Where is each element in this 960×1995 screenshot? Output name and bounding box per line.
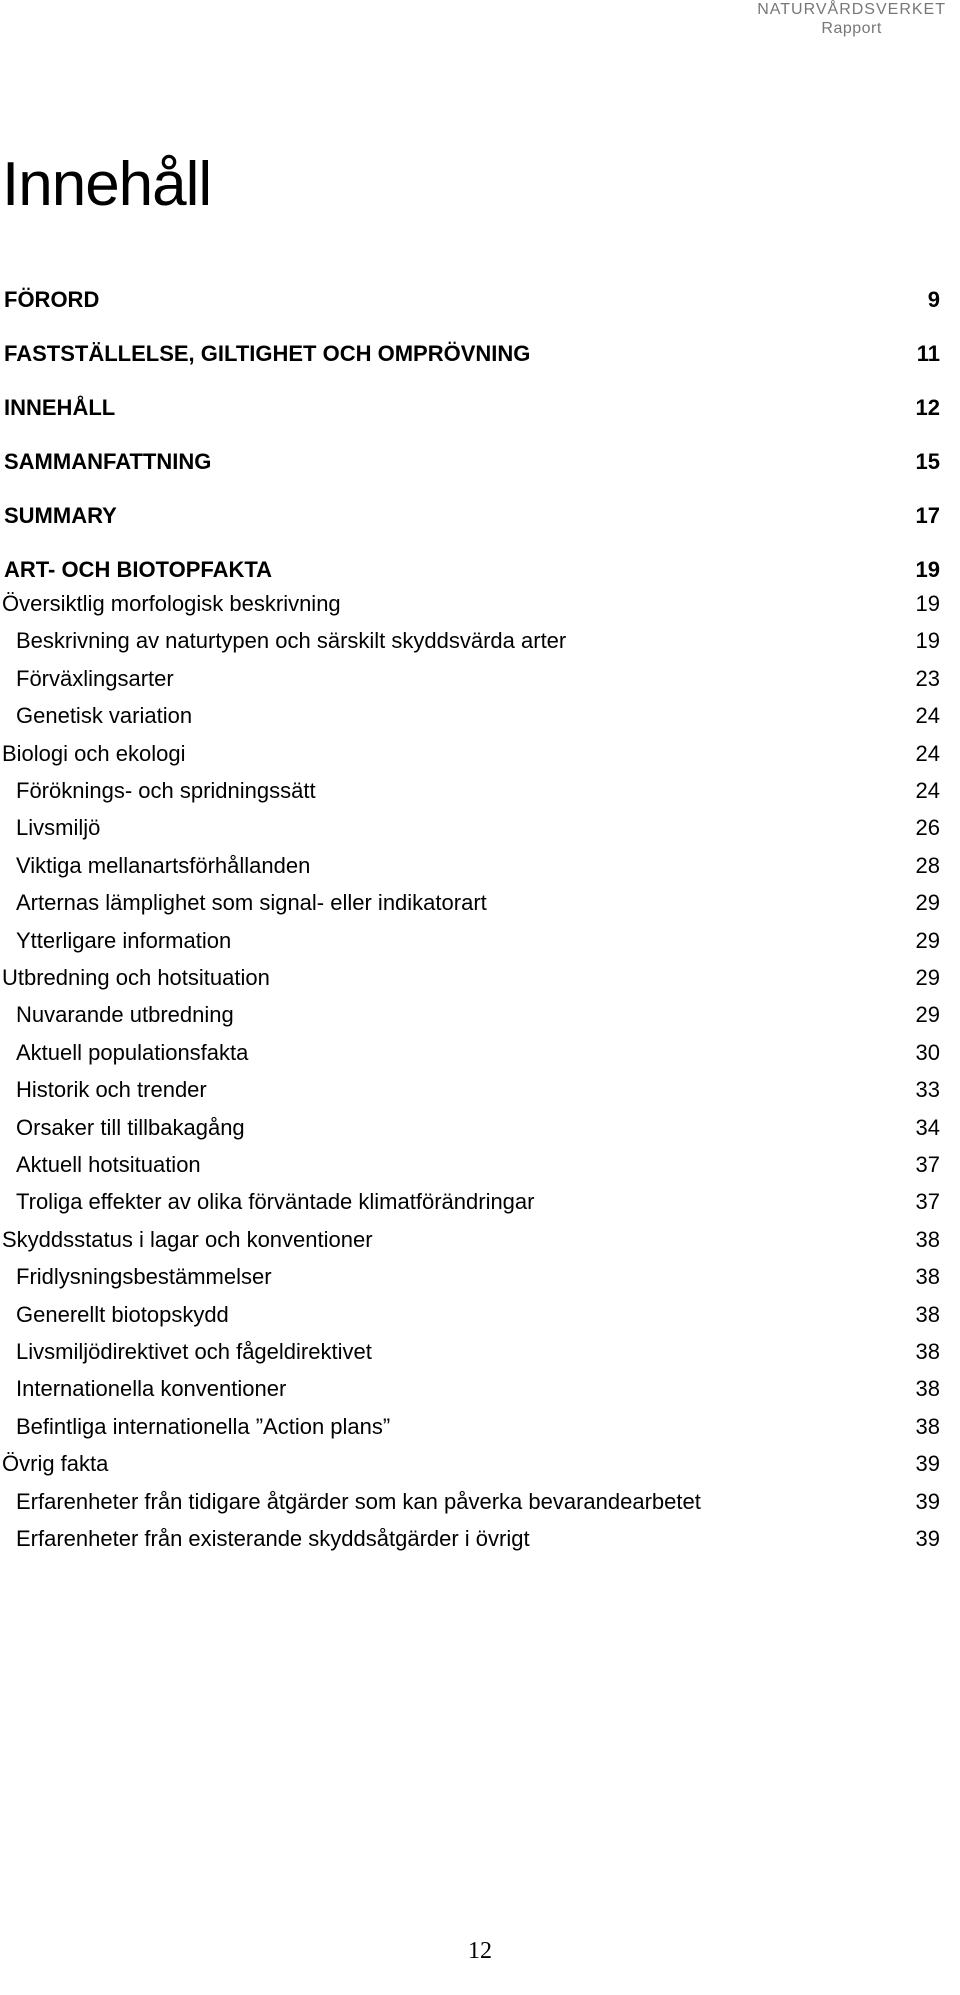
toc-entry[interactable] [0, 1485, 940, 1519]
toc-entry[interactable] [0, 998, 940, 1032]
running-header [757, 0, 946, 38]
header-org: NATURVÅRDSVERKET [757, 1, 946, 18]
toc-entry-page: 23 [915, 665, 940, 691]
toc-entry[interactable] [0, 811, 940, 845]
toc-entry-label: SAMMANFATTNING [4, 449, 212, 474]
toc-entry[interactable] [0, 445, 940, 479]
toc-entry[interactable] [0, 1223, 940, 1257]
toc-entry-label: Troliga effekter av olika förväntade klimatförändringar [16, 1189, 535, 1215]
toc-entry-label: Aktuell populationsfakta [16, 1039, 249, 1065]
toc-entry-page: 38 [915, 1376, 940, 1402]
toc-entry-label: Föröknings- och spridningssätt [16, 778, 316, 803]
toc-entry-page: 37 [915, 1152, 940, 1177]
toc-entry-label: Övrig fakta [2, 1451, 109, 1477]
toc-entry-label: SUMMARY [4, 503, 117, 528]
toc-entry-label: ART- OCH BIOTOPFAKTA [4, 557, 273, 582]
header-doc-type: Rapport [821, 20, 882, 37]
toc-entry-page: 33 [915, 1077, 940, 1103]
toc-entry-page: 29 [915, 965, 940, 990]
toc-entry-page: 12 [915, 395, 940, 420]
toc-entry-label: Aktuell hotsituation [16, 1152, 201, 1177]
toc-entry[interactable] [0, 699, 940, 733]
toc-entry-label: Befintliga internationella ”Action plans” [16, 1413, 391, 1439]
toc-entry-page: 19 [915, 557, 940, 582]
toc-entry-label: Genetisk variation [16, 703, 193, 729]
toc-entry-page: 29 [915, 890, 940, 916]
toc-entry[interactable] [0, 886, 940, 920]
toc-entry[interactable] [0, 1522, 940, 1556]
page-title: Innehåll [2, 150, 212, 219]
toc-entry-label: Orsaker till tillbakagång [16, 1114, 245, 1140]
toc-entry-page: 17 [915, 503, 940, 528]
toc-entry[interactable] [0, 961, 940, 995]
toc-entry-page: 37 [915, 1189, 940, 1215]
toc-entry-label: Livsmiljö [16, 815, 101, 841]
toc-entry[interactable] [0, 1185, 940, 1219]
toc-entry-page: 28 [915, 852, 940, 878]
toc-entry[interactable] [0, 1298, 940, 1332]
toc-entry-page: 39 [915, 1526, 940, 1551]
toc-entry[interactable] [0, 1410, 940, 1444]
toc-entry[interactable] [0, 1036, 940, 1070]
toc-entry-label: Nuvarande utbredning [16, 1002, 234, 1028]
toc-entry-page: 38 [915, 1264, 940, 1290]
toc-entry-label: INNEHÅLL [4, 395, 116, 420]
toc-entry-label: Beskrivning av naturtypen och särskilt skyddsvärda arter [16, 628, 567, 654]
toc-entry-page: 9 [927, 287, 940, 312]
toc-entry-page: 19 [915, 628, 940, 654]
toc-entry-page: 39 [915, 1451, 940, 1477]
toc-entry-page: 24 [915, 778, 940, 803]
toc-entry-label: Arternas lämplighet som signal- eller indikatorart [16, 890, 487, 916]
toc-entry-page: 39 [915, 1488, 940, 1514]
toc-entry[interactable] [0, 924, 940, 958]
toc-entry[interactable] [0, 499, 940, 533]
toc-entry-page: 29 [915, 1002, 940, 1028]
toc-entry-page: 11 [916, 341, 940, 366]
toc-entry-label: Erfarenheter från existerande skyddsåtgärder i övrigt [16, 1526, 530, 1551]
toc-entry[interactable] [0, 849, 940, 883]
toc-entry-label: Skyddsstatus i lagar och konventioner [2, 1226, 373, 1252]
toc-entry[interactable] [0, 1372, 940, 1406]
toc-entry-label: Viktiga mellanartsförhållanden [16, 852, 311, 878]
toc-entry[interactable] [0, 1260, 940, 1294]
toc-entry-label: FÖRORD [4, 287, 100, 312]
toc-entry-label: Utbredning och hotsituation [2, 965, 270, 990]
toc-entry-label: Livsmiljödirektivet och fågeldirektivet [16, 1339, 372, 1364]
toc-entry-label: Förväxlingsarter [16, 665, 174, 691]
toc-entry[interactable] [0, 662, 940, 696]
toc-entry-page: 38 [915, 1301, 940, 1327]
toc-entry-label: Fridlysningsbestämmelser [16, 1264, 272, 1290]
toc-entry[interactable] [0, 1148, 940, 1182]
toc-entry-label: Ytterligare information [16, 927, 232, 953]
toc-entry-page: 24 [915, 740, 940, 766]
toc-entry[interactable] [0, 1111, 940, 1145]
toc-entry-page: 15 [915, 449, 940, 474]
toc-entry[interactable] [0, 624, 940, 658]
toc-entry[interactable] [0, 1073, 940, 1107]
toc-entry-page: 34 [915, 1114, 940, 1140]
toc-entry-label: Översiktlig morfologisk beskrivning [2, 591, 341, 616]
toc-entry-label: Internationella konventioner [16, 1376, 287, 1402]
page-number: 12 [468, 1938, 492, 1964]
toc-entry-page: 38 [915, 1413, 940, 1439]
toc-entry[interactable] [0, 1447, 940, 1481]
toc-entry[interactable] [0, 1335, 940, 1369]
toc-entry-page: 24 [915, 703, 940, 729]
toc-entry-page: 38 [915, 1339, 940, 1364]
toc-entry[interactable] [0, 391, 940, 425]
toc-entry-label: Biologi och ekologi [2, 740, 186, 766]
toc-entry-label: Erfarenheter från tidigare åtgärder som kan påverka bevarandearbetet [16, 1488, 701, 1514]
toc-entry-page: 26 [915, 815, 940, 841]
toc-entry[interactable] [0, 774, 940, 808]
toc-entry[interactable] [0, 587, 940, 621]
toc-entry-page: 29 [915, 927, 940, 953]
toc-entry-label: Generellt biotopskydd [16, 1301, 229, 1327]
toc-entry-page: 30 [915, 1039, 940, 1065]
toc-entry[interactable] [0, 337, 940, 371]
toc-entry-label: FASTSTÄLLELSE, GILTIGHET OCH OMPRÖVNING [4, 341, 531, 366]
toc-entry[interactable] [0, 283, 940, 317]
toc-entry[interactable] [0, 737, 940, 771]
toc-entry-page: 38 [915, 1226, 940, 1252]
toc-entry-label: Historik och trender [16, 1077, 207, 1103]
toc-entry[interactable] [0, 553, 940, 587]
toc-entry-page: 19 [915, 591, 940, 616]
